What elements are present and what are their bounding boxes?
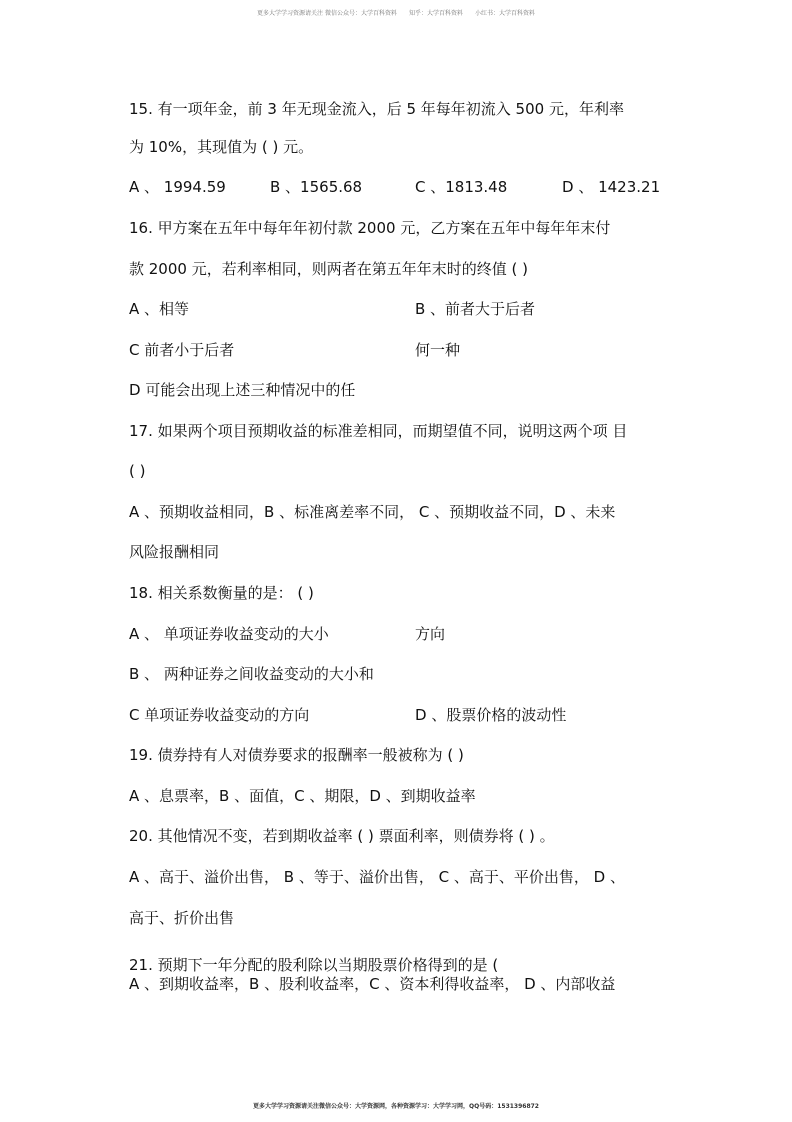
q18-option-a: A 、 单项证券收益变动的大小 <box>129 625 329 643</box>
q15-stem-line1: 15. 有一项年金，前 3 年无现金流入，后 5 年每年初流入 500 元，年利率 <box>129 100 624 118</box>
page-header-note: 更多大学学习资源请关注 微信公众号：大学百科资料 知乎：大学百科资料 小红书：大学百科资料 <box>257 10 535 17</box>
q17-options-line2: 风险报酬相同 <box>129 543 220 561</box>
q17-stem-line2: ( ) <box>129 462 146 480</box>
q19-stem: 19. 债券持有人对债券要求的报酬率一般被称为 ( ) <box>129 746 464 764</box>
page-footer-note: 更多大学学习资源请关注微信公众号：大学资源网，各种资源学习：大学学习网，QQ号码：1531396872 <box>253 1103 539 1110</box>
q15-option-b: B 、1565.68 <box>270 178 363 196</box>
q16-option-a: A 、相等 <box>129 300 190 318</box>
q15-option-a: A 、 1994.59 <box>129 178 226 196</box>
q16-option-c: C 前者小于后者 <box>129 341 235 359</box>
q20-options-line1: A 、高于、溢价出售， B 、等于、溢价出售， C 、高于、平价出售， D 、 <box>129 868 625 886</box>
q17-stem-line1: 17. 如果两个项目预期收益的标准差相同，而期望值不同，说明这两个项 目 <box>129 422 628 440</box>
q15-option-c: C 、1813.48 <box>415 178 508 196</box>
q18-option-a-tail: 方向 <box>415 625 446 643</box>
q18-option-c: C 单项证券收益变动的方向 <box>129 706 310 724</box>
q16-option-c-tail: 何一种 <box>415 341 461 359</box>
q17-options-line1: A 、预期收益相同，B 、标准离差率不同， C 、预期收益不同，D 、未来 <box>129 503 616 521</box>
q18-option-d: D 、股票价格的波动性 <box>415 706 567 724</box>
q21-options: A 、到期收益率，B 、股利收益率，C 、资本利得收益率， D 、内部收益 <box>129 975 616 993</box>
q19-options: A 、息票率，B 、面值，C 、期限，D 、到期收益率 <box>129 787 476 805</box>
q15-stem-line2: 为 10%，其现值为 ( ) 元。 <box>129 138 314 156</box>
q18-stem: 18. 相关系数衡量的是： ( ) <box>129 584 314 602</box>
q16-option-d: D 可能会出现上述三种情况中的任 <box>129 381 356 399</box>
q16-stem-line1: 16. 甲方案在五年中每年年初付款 2000 元，乙方案在五年中每年年末付 <box>129 219 611 237</box>
q15-option-d: D 、 1423.21 <box>562 178 661 196</box>
q20-options-line2: 高于、折价出售 <box>129 909 235 927</box>
q16-option-b: B 、前者大于后者 <box>415 300 536 318</box>
q21-stem: 21. 预期下一年分配的股利除以当期股票价格得到的是 ( <box>129 956 499 974</box>
q16-stem-line2: 款 2000 元，若利率相同，则两者在第五年年末时的终值 ( ) <box>129 260 528 278</box>
q18-option-b: B 、 两种证券之间收益变动的大小和 <box>129 665 374 683</box>
q20-stem: 20. 其他情况不变，若到期收益率 ( ) 票面利率，则债券将 ( ) 。 <box>129 827 555 845</box>
